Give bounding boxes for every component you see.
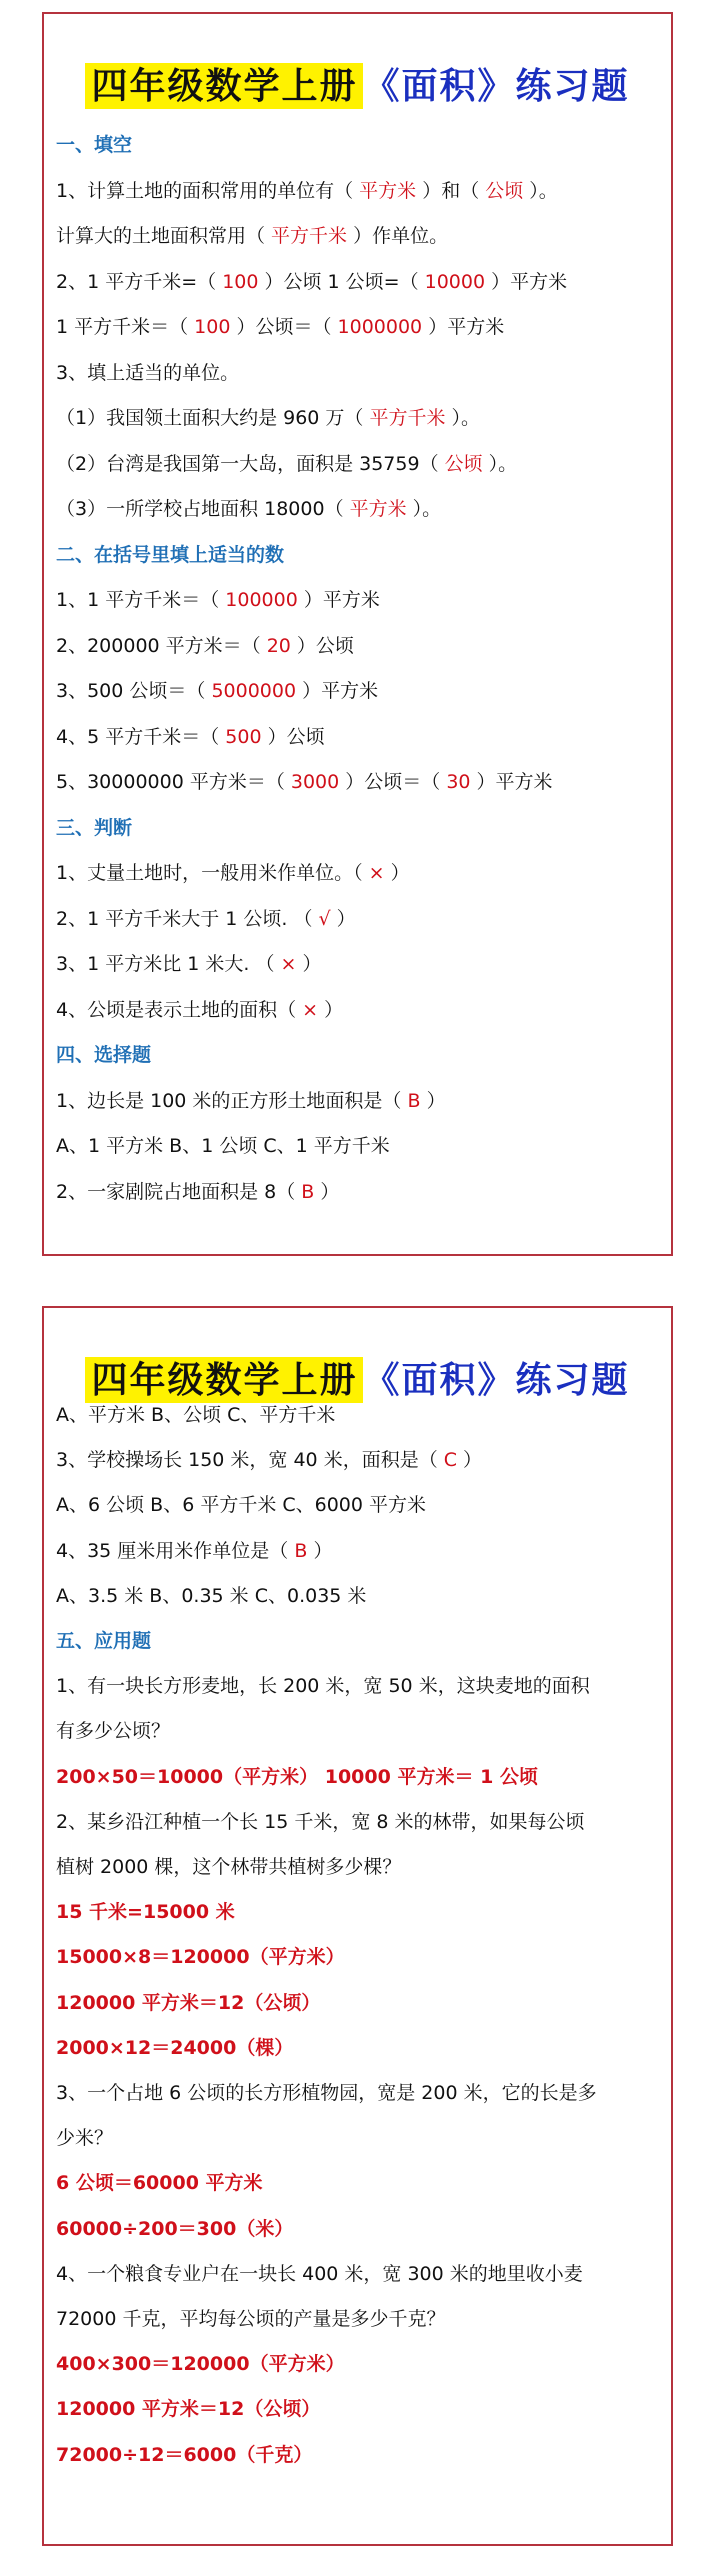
worksheet-line [56, 2396, 320, 2422]
question-text: ） [457, 1449, 483, 1472]
worksheet-line [56, 2170, 263, 2196]
answer-text: 3000 [290, 771, 340, 793]
answer-text: 平方千米 [369, 407, 446, 429]
question-text: 3、500 公顷＝（ [56, 680, 212, 702]
question-text: 1、有一块长方形麦地，长 200 米，宽 50 米，这块麦地的面积 [56, 1675, 590, 1698]
solution-text: 15 千米=15000 米 [56, 1901, 235, 1924]
section-heading [56, 815, 132, 841]
question-text: ）公顷 [290, 634, 354, 657]
section-title: 二、在括号里填上适当的数 [56, 543, 285, 566]
worksheet-line [56, 1088, 446, 1114]
worksheet-line [56, 451, 517, 477]
question-text: ）。 [523, 179, 558, 202]
worksheet-line [56, 2351, 345, 2377]
worksheet-line [56, 2035, 293, 2061]
question-text: （1）我国领土面积大约是 960 万（ [56, 407, 370, 429]
section-title: 三、判断 [56, 816, 133, 839]
question-text: 少米？ [56, 2127, 114, 2150]
worksheet-line [56, 496, 441, 522]
answer-text: √ [318, 907, 331, 930]
answer-text: 1000000 [337, 316, 423, 338]
question-text: 1、1 平方千米＝（ [56, 589, 226, 611]
question-text: 1、边长是 100 米的正方形土地面积是（ [56, 1089, 408, 1112]
worksheet-line [56, 1133, 390, 1159]
solution-text: 72000÷12＝6000（千克） [56, 2443, 313, 2466]
question-text: ）。 [406, 498, 442, 520]
answer-text: × [368, 862, 385, 884]
answer-text: 公顷 [444, 452, 483, 475]
answer-text: B [294, 1539, 308, 1562]
answer-text: 10000 [424, 270, 486, 293]
worksheet-line [56, 269, 567, 295]
question-text: ）平方米 [485, 270, 568, 293]
worksheet-line [56, 360, 239, 386]
question-text: 3、一个占地 6 公顷的长方形植物园，宽是 200 米，它的长是多 [56, 2082, 597, 2104]
answer-text: 公顷 [485, 179, 524, 202]
question-text: 3、1 平方米比 1 米大. （ [56, 953, 281, 975]
answer-text: B [407, 1089, 421, 1112]
answer-text: 100000 [225, 589, 298, 611]
section-heading [56, 132, 132, 158]
worksheet-page-1 [42, 12, 673, 1256]
question-text: ） [307, 1539, 333, 1562]
worksheet-line [56, 1447, 482, 1473]
worksheet-line [56, 633, 354, 659]
worksheet-line [56, 587, 380, 613]
worksheet-line [56, 1944, 345, 1970]
question-text: ）平方米 [470, 771, 553, 793]
worksheet-page-2 [42, 1306, 673, 2546]
question-text: ）平方米 [422, 316, 505, 338]
question-text: 2、1 平方千米大于 1 公顷. （ [56, 907, 319, 930]
title-grade: 四年级数学上册 [85, 1357, 363, 1403]
worksheet-line [56, 2216, 293, 2242]
solution-text: 400×300＝120000（平方米） [56, 2353, 345, 2376]
worksheet-line [56, 223, 448, 249]
worksheet-line [56, 1899, 235, 1925]
title-topic: 《面积》 [363, 1359, 516, 1401]
solution-text: 6 公顷＝60000 平方米 [56, 2172, 263, 2195]
worksheet-line [56, 2261, 583, 2287]
section-title: 五、应用题 [56, 1630, 152, 1652]
worksheet-line [56, 314, 504, 340]
answer-text: 30 [446, 771, 471, 793]
worksheet-line [56, 1990, 320, 2016]
worksheet-line [56, 1809, 585, 1835]
question-text: 4、一个粮食专业户在一块长 400 米，宽 300 米的地里收小麦 [56, 2262, 583, 2285]
question-text: ） [296, 953, 322, 975]
worksheet-line [56, 1718, 170, 1744]
question-text: 4、35 厘米用米作单位是（ [56, 1539, 295, 1562]
question-text: 2、200000 平方米＝（ [56, 634, 267, 657]
question-text: A、1 平方米 B、1 公顷 C、1 平方千米 [56, 1135, 390, 1157]
question-text: 有多少公顷？ [56, 1720, 171, 1743]
question-text: 植树 2000 棵，这个林带共植树多少棵？ [56, 1856, 402, 1878]
answer-text: 20 [266, 634, 291, 657]
question-text: ） [314, 1180, 340, 1203]
question-text: 3、学校操场长 150 米，宽 40 米，面积是（ [56, 1449, 444, 1472]
question-text: 计算大的土地面积常用（ [56, 225, 272, 247]
section-title: 四、选择题 [56, 1044, 152, 1066]
question-text: （3）一所学校占地面积 18000（ [56, 498, 350, 520]
answer-text: 100 [194, 316, 231, 338]
worksheet-line [56, 724, 325, 750]
page-title [44, 58, 671, 109]
worksheet-line [56, 2306, 445, 2332]
worksheet-line [56, 678, 378, 704]
solution-text: 60000÷200＝300（米） [56, 2217, 294, 2240]
worksheet-line [56, 178, 558, 204]
question-text: A、6 公顷 B、6 平方千米 C、6000 平方米 [56, 1494, 427, 1517]
section-heading [56, 1628, 151, 1654]
answer-text: 5000000 [211, 680, 297, 702]
answer-text: 平方千米 [271, 225, 348, 247]
question-text: 2、1 平方千米=（ [56, 270, 223, 293]
question-text: 2、一家剧院占地面积是 8（ [56, 1180, 302, 1203]
worksheet-line [56, 1583, 366, 1609]
title-suffix: 练习题 [515, 65, 630, 107]
title-topic: 《面积》 [363, 65, 516, 107]
section-title: 一、填空 [56, 134, 133, 156]
worksheet-line [56, 1402, 335, 1428]
title-grade: 四年级数学上册 [85, 63, 363, 109]
solution-text: 15000×8＝120000（平方米） [56, 1946, 345, 1969]
question-text: 1、丈量土地时，一般用米作单位。（ [56, 862, 369, 884]
solution-text: 120000 平方米＝12（公顷） [56, 2398, 321, 2421]
question-text: 2、某乡沿江种植一个长 15 千米，宽 8 米的林带，如果每公顷 [56, 1810, 585, 1833]
question-text: ）和（ [416, 179, 486, 202]
worksheet-line [56, 769, 553, 795]
question-text: 4、5 平方千米＝（ [56, 725, 226, 748]
answer-text: × [280, 953, 297, 975]
section-heading [56, 1042, 151, 1068]
question-text: 3、填上适当的单位。 [56, 361, 240, 384]
worksheet-line [56, 1673, 590, 1699]
question-text: ）公顷＝（ [230, 316, 338, 338]
question-text: 4、公顷是表示土地的面积（ [56, 998, 303, 1021]
question-text: （2）台湾是我国第一大岛，面积是 35759（ [56, 452, 445, 475]
question-text: ） [318, 998, 344, 1021]
worksheet-line [56, 1764, 538, 1790]
answer-text: 平方米 [359, 179, 417, 202]
question-text: ）作单位。 [347, 225, 449, 247]
question-text: ）平方米 [296, 680, 379, 702]
worksheet-line [56, 1492, 426, 1518]
answer-text: C [443, 1449, 458, 1472]
worksheet-line [56, 951, 321, 977]
question-text: 5、30000000 平方米＝（ [56, 771, 291, 793]
solution-text: 120000 平方米＝12（公顷） [56, 1991, 321, 2014]
worksheet-line [56, 1179, 339, 1205]
worksheet-line [56, 405, 480, 431]
question-text: ） [384, 862, 410, 884]
title-suffix: 练习题 [515, 1359, 630, 1401]
question-text: A、3.5 米 B、0.35 米 C、0.035 米 [56, 1584, 367, 1607]
question-text: A、平方米 B、公顷 C、平方千米 [56, 1404, 336, 1426]
question-text: ）公顷 [261, 725, 325, 748]
question-text: ） [420, 1089, 446, 1112]
question-text: ）平方米 [297, 589, 380, 611]
worksheet-line [56, 2125, 113, 2151]
answer-text: 100 [222, 270, 259, 293]
question-text: 1、计算土地的面积常用的单位有（ [56, 179, 360, 202]
answer-text: 500 [225, 725, 262, 748]
worksheet-line [56, 997, 343, 1023]
worksheet-line [56, 2080, 597, 2106]
worksheet-line [56, 906, 356, 932]
answer-text: 平方米 [349, 498, 407, 520]
solution-text: 200×50＝10000（平方米） 10000 平方米＝ 1 公顷 [56, 1765, 538, 1788]
answer-text: × [302, 998, 319, 1021]
worksheet-line [56, 1854, 401, 1880]
question-text: 72000 千克，平均每公顷的产量是多少千克？ [56, 2308, 446, 2330]
worksheet-line [56, 1538, 332, 1564]
question-text: ）公顷＝（ [339, 771, 447, 793]
worksheet-line [56, 860, 410, 886]
question-text: ）。 [445, 407, 481, 429]
question-text: ）公顷 1 公顷=（ [258, 270, 425, 293]
question-text: ）。 [482, 452, 518, 475]
section-heading [56, 542, 284, 568]
question-text: 1 平方千米＝（ [56, 316, 195, 338]
question-text: ） [330, 907, 356, 930]
worksheet-line [56, 2442, 312, 2468]
answer-text: B [301, 1180, 315, 1203]
solution-text: 2000×12＝24000（棵） [56, 2036, 294, 2059]
page-title [44, 1352, 671, 1403]
